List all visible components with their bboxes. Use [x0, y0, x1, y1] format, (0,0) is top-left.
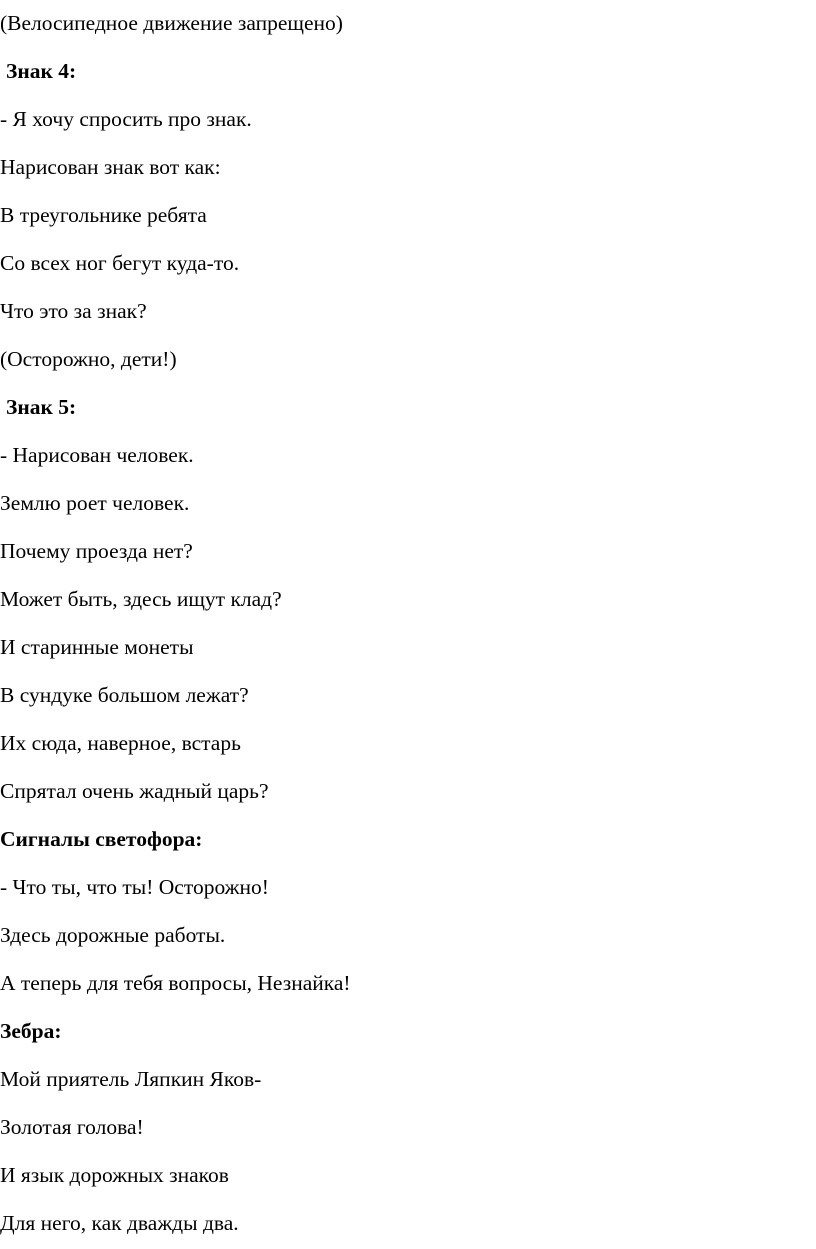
- section-heading-traffic-signals: Сигналы светофора:: [0, 827, 203, 851]
- text-line: И язык дорожных знаков: [0, 1163, 229, 1187]
- text-line: Со всех ног бегут куда-то.: [0, 251, 240, 275]
- text-line: Их сюда, наверное, встарь: [0, 731, 241, 755]
- section-heading-sign-5: Знак 5:: [6, 395, 77, 419]
- text-line: Что это за знак?: [0, 299, 147, 323]
- text-line: (Велосипедное движение запрещено): [0, 11, 343, 35]
- text-line: (Осторожно, дети!): [0, 347, 177, 371]
- text-line: Мой приятель Ляпкин Яков-: [0, 1067, 262, 1091]
- text-line: А теперь для тебя вопросы, Незнайка!: [0, 971, 351, 995]
- text-line: Нарисован знак вот как:: [0, 155, 221, 179]
- text-line: И старинные монеты: [0, 635, 194, 659]
- text-line: Может быть, здесь ищут клад?: [0, 587, 282, 611]
- text-line: Золотая голова!: [0, 1115, 144, 1139]
- text-line: Здесь дорожные работы.: [0, 923, 226, 947]
- text-line: Спрятал очень жадный царь?: [0, 779, 269, 803]
- text-line: Землю роет человек.: [0, 491, 190, 515]
- section-heading-zebra: Зебра:: [0, 1019, 62, 1043]
- text-line: В треугольнике ребята: [0, 203, 207, 227]
- text-line: - Нарисован человек.: [0, 443, 194, 467]
- text-line: - Что ты, что ты! Осторожно!: [0, 875, 269, 899]
- text-line: Почему проезда нет?: [0, 539, 193, 563]
- text-line: В сундуке большом лежат?: [0, 683, 249, 707]
- text-line: Для него, как дважды два.: [0, 1211, 239, 1235]
- section-heading-sign-4: Знак 4:: [6, 59, 77, 83]
- text-line: - Я хочу спросить про знак.: [0, 107, 252, 131]
